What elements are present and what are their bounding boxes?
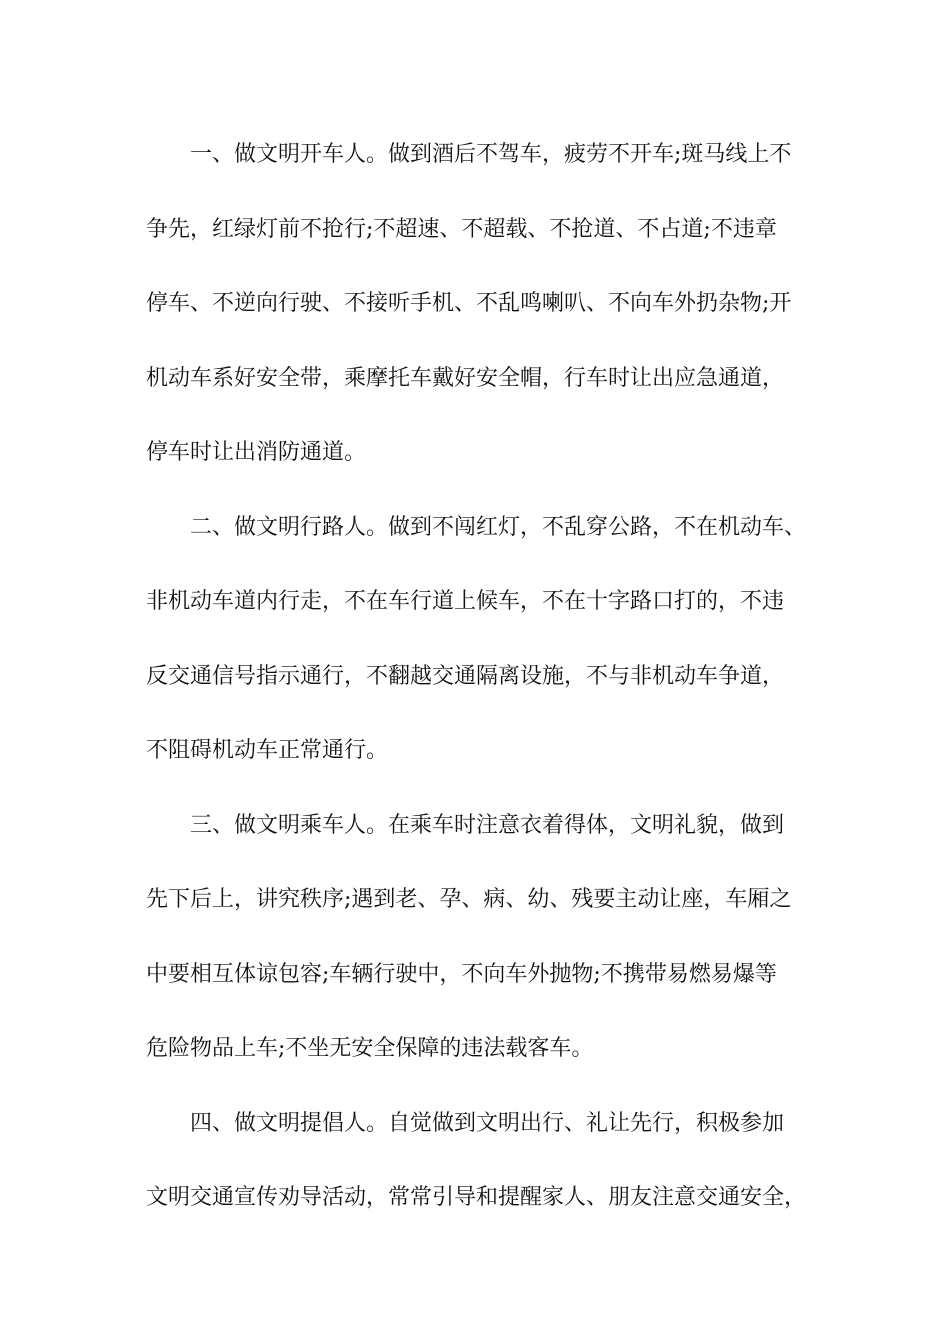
paragraph-4 [146,1087,826,1236]
paragraph-2-line-1: 二、做文明行路人。做到不闯红灯，不乱穿公路，不在机动车、 [190,514,807,540]
paragraph-2-line-4: 不阻碍机动车正常通行。 [146,738,389,763]
paragraph-4-line-2: 文明交通宣传劝导活动，常常引导和提醒家人、朋友注意交通安全， [146,1185,807,1210]
document-body [146,118,826,1236]
paragraph-1-line-2: 争先，红绿灯前不抢行;不超速、不超载、不抢道、不占道;不违章 [146,216,777,242]
paragraph-1-line-3: 停车、不逆向行驶、不接听手机、不乱鸣喇叭、不向车外扔杂物;开 [146,291,792,316]
paragraph-3 [146,789,826,1087]
paragraph-2-line-2: 非机动车道内行走，不在车行道上候车，不在十字路口打的，不违 [146,589,785,614]
paragraph-1-line-5: 停车时让出消防通道。 [146,440,367,465]
paragraph-1-line-1: 一、做文明开车人。做到酒后不驾车，疲劳不开车;斑马线上不 [190,142,792,167]
paragraph-3-line-3: 中要相互体谅包容;车辆行驶中，不向车外抛物;不携带易燃易爆等 [146,961,777,987]
paragraph-2-line-3: 反交通信号指示通行，不翻越交通隔离设施，不与非机动车争道， [146,663,785,689]
paragraph-1 [146,118,826,491]
paragraph-2 [146,491,826,789]
paragraph-3-line-2: 先下后上，讲究秩序;遇到老、孕、病、幼、残要主动让座，车厢之 [146,887,792,912]
paragraph-1-line-4: 机动车系好安全带，乘摩托车戴好安全帽，行车时让出应急通道， [146,365,785,391]
paragraph-3-line-1: 三、做文明乘车人。在乘车时注意衣着得体，文明礼貌，做到 [190,812,785,838]
paragraph-3-line-4: 危险物品上车;不坐无安全保障的违法载客车。 [146,1036,594,1061]
paragraph-4-line-1: 四、做文明提倡人。自觉做到文明出行、礼让先行，积极参加 [190,1110,785,1136]
